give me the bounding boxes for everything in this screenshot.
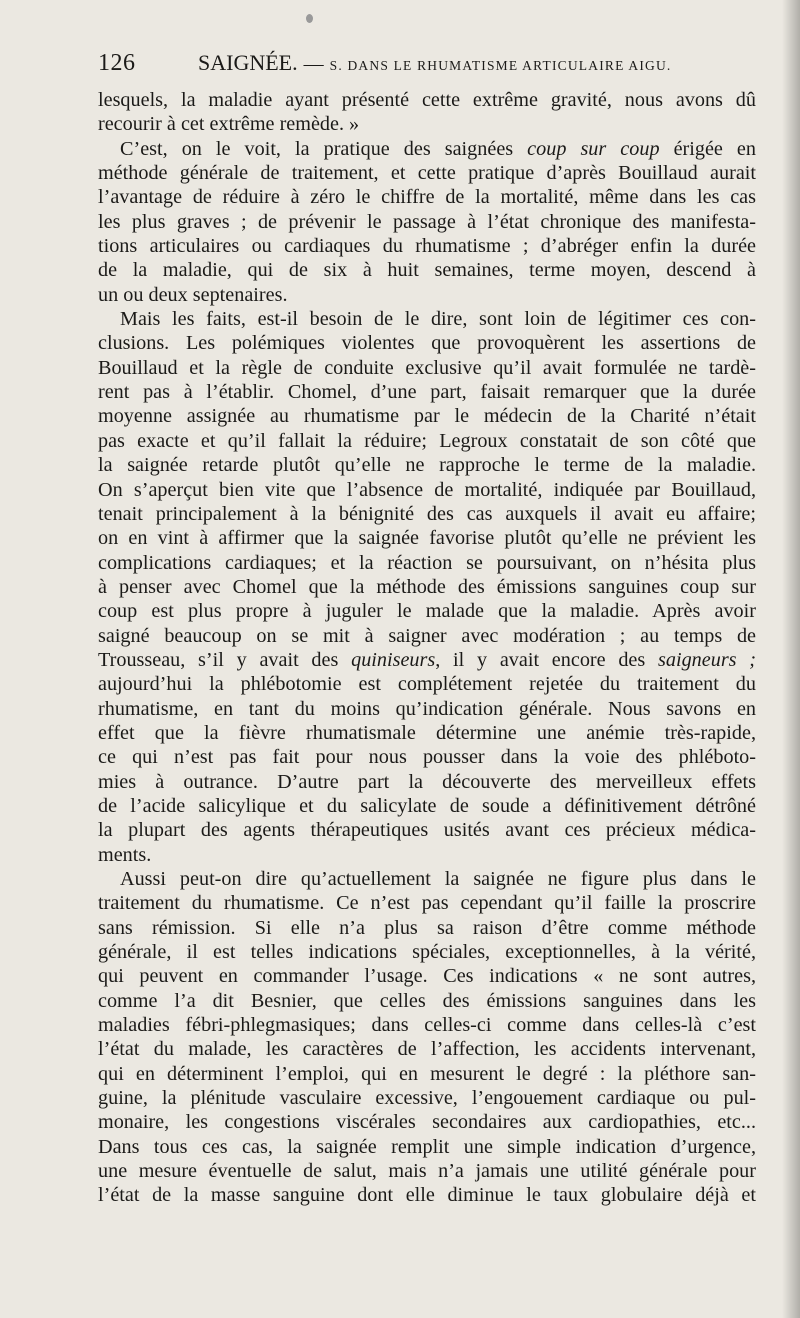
text-line-content: ce qui n’est pas fait pour nous pousser dans la voie des phlébotо- — [98, 746, 756, 769]
text-line-continuation: érigée en — [659, 137, 756, 160]
text-line-content: sans rémission. Si elle n’a plus sa raison d’être comme méthode — [98, 916, 756, 939]
text-line-content: ments. — [98, 843, 152, 866]
text-line — [98, 453, 756, 477]
ink-dot — [306, 14, 313, 23]
text-line — [98, 1013, 756, 1037]
text-line-content: C’est, on le voit, la pratique des saignées — [120, 137, 528, 160]
running-head — [198, 50, 672, 76]
text-line — [98, 1110, 756, 1134]
text-line — [98, 210, 756, 234]
text-line-content: guine, la plénitude vasculaire excessive, l’engouement cardiaque ou pul- — [98, 1087, 756, 1110]
text-line — [98, 283, 756, 307]
text-line — [98, 770, 756, 794]
page-number: 126 — [98, 50, 136, 76]
text-line-content: générale, il est telles indications spéciales, exceptionnelles, à la vérité, — [98, 941, 756, 964]
text-line-content: de l’acide salicylique et du salicylate de soude a définitivement détrôné — [98, 794, 756, 817]
text-line-content: coup est plus propre à juguler le malade que la maladie. Après avoir — [98, 600, 756, 623]
text-line-content: Mais les faits, est-il besoin de le dire, sont loin de légitimer ces con- — [120, 308, 756, 331]
text-line — [98, 137, 756, 161]
text-line — [98, 1037, 756, 1061]
text-line-content: de la maladie, qui de six à huit semaines, terme moyen, descend à — [98, 259, 756, 282]
text-line — [98, 1135, 756, 1159]
text-line — [98, 989, 756, 1013]
text-line — [98, 648, 756, 672]
text-line — [98, 404, 756, 428]
text-line-content: Dans tous ces cas, la saignée remplit une simple indication d’urgence, — [98, 1135, 756, 1158]
text-line-content: moyenne assignée au rhumatisme par le médecin de la Charité n’était — [98, 405, 756, 428]
text-line — [98, 88, 756, 112]
text-line — [98, 429, 756, 453]
text-line-content: Trousseau, s’il y avait des — [98, 648, 352, 671]
text-line — [98, 307, 756, 331]
text-line — [98, 964, 756, 988]
text-line — [98, 867, 756, 891]
text-line — [98, 380, 756, 404]
text-line — [98, 1062, 756, 1086]
text-line — [98, 745, 756, 769]
text-line — [98, 721, 756, 745]
running-head-title: SAIGNÉE. — [198, 50, 298, 75]
text-line — [98, 1183, 756, 1207]
text-line — [98, 1086, 756, 1110]
text-line — [98, 502, 756, 526]
text-line-content: pas exacte et qu’il fallait la réduire; Legroux constatait de son côté que — [98, 429, 756, 452]
text-line-content: monaire, les congestions viscérales secondaires aux cardiopathies, etc... — [98, 1111, 756, 1134]
text-line — [98, 891, 756, 915]
text-line — [98, 478, 756, 502]
text-line-content: mies à outrance. D’autre part la découverte des merveilleux effets — [98, 770, 756, 793]
text-line — [98, 258, 756, 282]
text-line — [98, 185, 756, 209]
text-line — [98, 599, 756, 623]
text-line-content: rent pas à l’établir. Chomel, d’une part, faisait remarquer que la durée — [98, 381, 756, 404]
text-line — [98, 112, 756, 136]
text-line-content: traitement du rhumatisme. Ce n’est pas cependant qu’il faille la proscrire — [98, 892, 756, 915]
text-line — [98, 161, 756, 185]
text-line — [98, 697, 756, 721]
text-line-content: tions articulaires ou cardiaques du rhumatisme ; d’abréger enfin la durée — [98, 235, 756, 258]
text-line-content: complications cardiaques; et la réaction se poursuivant, on n’hésita plus — [98, 551, 756, 574]
text-line-content: méthode générale de traitement, et cette pratique d’après Bouillaud aurait — [98, 162, 756, 185]
text-line — [98, 624, 756, 648]
italic-phrase: quiniseurs — [351, 648, 436, 671]
page-edge-shadow — [782, 0, 800, 1318]
text-line-content: Aussi peut-on dire qu’actuellement la saignée ne figure plus dans le — [120, 868, 756, 890]
text-line-content: un ou deux septenaires. — [98, 283, 288, 306]
text-line-content: aujourd’hui la phlébotomie est complétement rejetée du traitement du — [98, 673, 756, 696]
text-line — [98, 551, 756, 575]
italic-phrase: saigneurs ; — [658, 648, 756, 671]
text-line-content: effet que la fièvre rhumatismale détermine une anémie très-rapide, — [98, 721, 756, 744]
text-line-content: on en vint à affirmer que la saignée favorise plutôt qu’elle ne prévient les — [98, 527, 756, 550]
text-line-content: tenait principalement à la bénignité des cas auxquels il avait eu affaire; — [98, 502, 756, 525]
text-line — [98, 672, 756, 696]
text-line-content: qui peuvent en commander l’usage. Ces indications « ne sont autres, — [98, 965, 756, 988]
text-line-content: clusions. Les polémiques violentes que provoquèrent les assertions de — [98, 332, 756, 355]
text-line — [98, 356, 756, 380]
text-line-content: lesquels, la maladie ayant présenté cette extrême gravité, nous avons dû — [98, 89, 756, 111]
text-line — [98, 331, 756, 355]
body-text — [98, 88, 756, 1208]
text-line-content: la saignée retarde plutôt qu’elle ne rapproche le terme de la maladie. — [98, 454, 756, 477]
text-line-content: saigné beaucoup on se mit à saigner avec modération ; au temps de — [98, 624, 756, 647]
text-line-content: rhumatisme, en tant du moins qu’indication générale. Nous savons en — [98, 697, 756, 720]
text-line-content: qui en déterminent l’emploi, qui en mesurent le degré : la pléthore san- — [98, 1062, 756, 1085]
text-line-content: l’état du malade, les caractères de l’affection, les accidents intervenant, — [98, 1038, 756, 1061]
text-line — [98, 843, 756, 867]
text-line — [98, 234, 756, 258]
running-head-dash: — — [303, 53, 324, 75]
text-line — [98, 818, 756, 842]
text-line — [98, 526, 756, 550]
text-line-content: maladies fébri-phlegmasiques; dans celles-ci comme dans celles-là c’est — [98, 1014, 756, 1037]
text-line-content: les plus graves ; de prévenir le passage à l’état chronique des manifesta- — [98, 210, 756, 233]
text-line-content: On s’aperçut bien vite que l’absence de mortalité, indiquée par Bouillaud, — [98, 478, 756, 501]
text-line-content: à penser avec Chomel que la méthode des émissions sanguines coup sur — [98, 575, 756, 598]
italic-phrase: coup sur coup — [527, 137, 660, 160]
text-line-content: l’état de la masse sanguine dont elle diminue le taux globulaire déjà et — [98, 1184, 756, 1207]
page-header — [98, 50, 758, 80]
text-line — [98, 794, 756, 818]
text-line — [98, 940, 756, 964]
text-line — [98, 575, 756, 599]
text-line — [98, 1159, 756, 1183]
text-line-content: comme l’a dit Besnier, que celles des émissions sanguines dans les — [98, 989, 756, 1012]
text-line-content: la plupart des agents thérapeutiques usités avant ces précieux médica- — [98, 819, 756, 842]
running-head-subtitle: S. DANS LE RHUMATISME ARTICULAIRE AIGU. — [329, 58, 672, 73]
text-line-content: l’avantage de réduire à zéro le chiffre de la mortalité, même dans les cas — [98, 186, 756, 209]
text-line-content: une mesure éventuelle de salut, mais n’a jamais une utilité générale pour — [98, 1160, 756, 1183]
text-line-continuation: , il y avait encore des — [435, 648, 659, 671]
text-line — [98, 916, 756, 940]
text-line-content: recourir à cet extrême remède. » — [98, 113, 360, 136]
text-line-content: Bouillaud et la règle de conduite exclusive qu’il avait formulée ne tardè- — [98, 356, 756, 379]
